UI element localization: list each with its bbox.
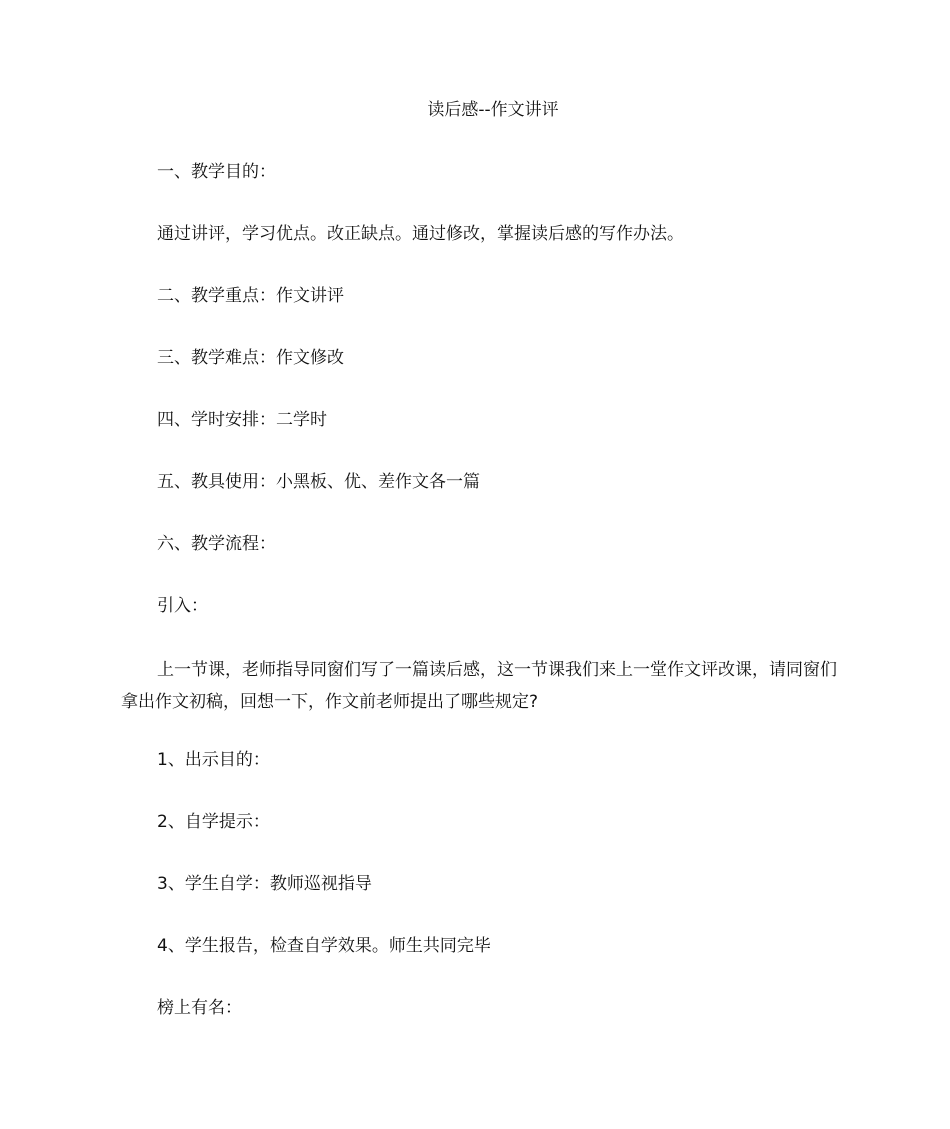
introduction-paragraph: 上一节课，老师指导同窗们写了一篇读后感，这一节课我们来上一堂作文评改课，请同窗们拿出作文初稿，回想一下，作文前老师提出了哪些规定? [121, 660, 837, 712]
section-teaching-difficulty: 三、教学难点：作文修改 [157, 348, 344, 368]
step-1: 1、出示目的： [157, 750, 270, 770]
step-4: 4、学生报告，检查自学效果。师生共同完毕 [157, 936, 491, 956]
section-teaching-process: 六、教学流程： [157, 534, 276, 554]
step-3: 3、学生自学：教师巡视指导 [157, 874, 372, 894]
section-teaching-focus: 二、教学重点：作文讲评 [157, 286, 344, 306]
objective-text: 通过讲评，学习优点。改正缺点。通过修改，掌握读后感的写作办法。 [157, 224, 684, 244]
section-teaching-aids: 五、教具使用：小黑板、优、差作文各一篇 [157, 472, 480, 492]
honor-roll-heading: 榜上有名： [157, 998, 242, 1018]
section-teaching-objective: 一、教学目的： [157, 162, 276, 182]
document-title: 读后感--作文讲评 [427, 100, 559, 120]
step-2: 2、自学提示： [157, 812, 270, 832]
introduction-heading: 引入： [157, 596, 208, 616]
section-class-hours: 四、学时安排：二学时 [157, 410, 327, 430]
